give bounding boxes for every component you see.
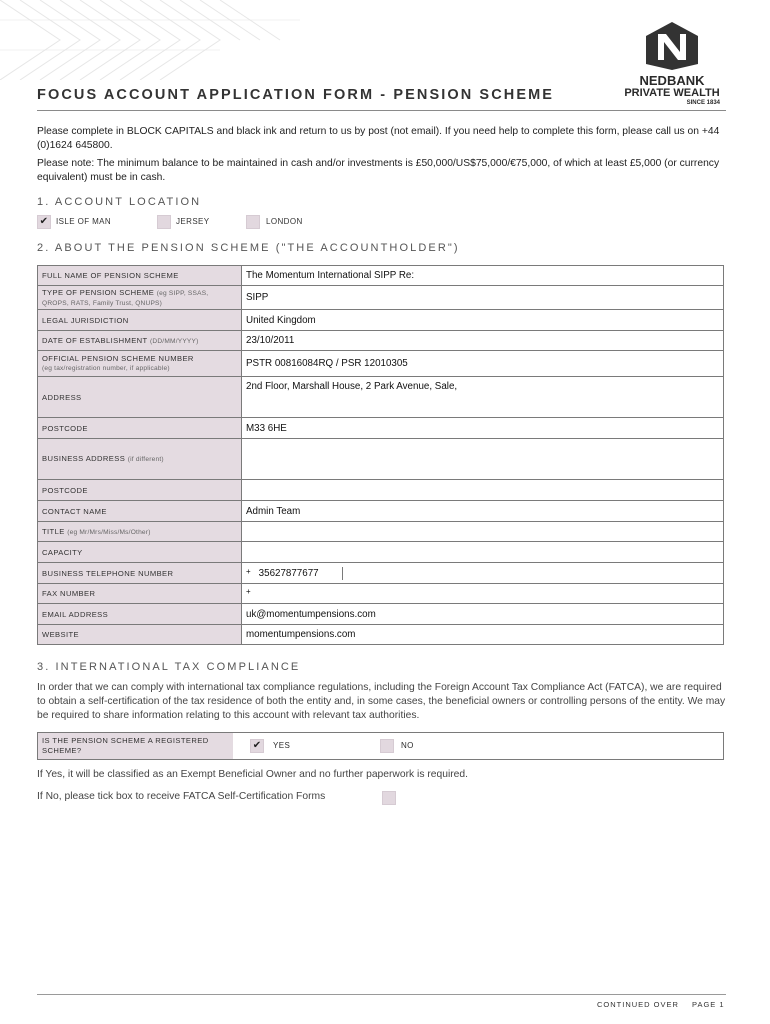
- scheme-type-label: [38, 286, 242, 310]
- field-label: EMAIL ADDRESS: [42, 609, 109, 619]
- header-divider: [37, 110, 726, 111]
- field-label: CAPACITY: [42, 547, 83, 557]
- section-3-heading: 3. INTERNATIONAL TAX COMPLIANCE: [37, 661, 301, 673]
- postcode-field[interactable]: M33 6HE: [242, 418, 724, 439]
- field-label: POSTCODE: [42, 423, 88, 433]
- capacity-field[interactable]: [242, 542, 724, 563]
- website-label: [38, 625, 242, 645]
- logo-subtitle: PRIVATE WEALTH: [624, 87, 720, 99]
- table-row: [38, 604, 724, 625]
- isle-of-man-checkbox[interactable]: ✔: [37, 215, 51, 229]
- section-1-heading: 1. ACCOUNT LOCATION: [37, 196, 202, 208]
- isle-of-man-label: ISLE OF MAN: [56, 217, 112, 226]
- nedbank-n-logo-icon: [644, 20, 700, 72]
- contact-name-label: [38, 501, 242, 522]
- intro-paragraph-1: Please complete in BLOCK CAPITALS and black ink and return to us by post (not email). If you need help to complete this form, please call us on +44 (0)1624 645800.: [37, 126, 720, 151]
- business-address-field[interactable]: [242, 439, 724, 480]
- telephone-value: 35627877677: [258, 567, 319, 579]
- date-of-establishment-field[interactable]: 23/10/2011: [242, 331, 724, 351]
- note-if-yes: If Yes, it will be classified as an Exempt Beneficial Owner and no further paperwork is required.: [37, 769, 468, 780]
- title-field[interactable]: [242, 522, 724, 542]
- field-label: TITLE: [42, 526, 65, 536]
- intro-paragraph-2: Please note: The minimum balance to be maintained in cash and/or investments is £50,000/US$75,000/€75,000, of which at least £5,000 (or currency equivalent) must be in cash.: [37, 158, 720, 183]
- fax-plus-prefix: +: [246, 587, 251, 596]
- full-name-label: [38, 266, 242, 286]
- table-row: [38, 501, 724, 522]
- page-title: FOCUS ACCOUNT APPLICATION FORM - PENSION SCHEME: [37, 87, 555, 103]
- table-row: [38, 418, 724, 439]
- telephone-label: [38, 563, 242, 584]
- field-hint: (if different): [127, 456, 164, 463]
- registered-yes-label: YES: [273, 741, 291, 750]
- field-label: LEGAL JURISDICTION: [42, 315, 129, 325]
- fatca-forms-checkbox[interactable]: [382, 791, 396, 805]
- table-row: [38, 522, 724, 542]
- registered-no-label: NO: [401, 741, 414, 750]
- table-row: [38, 266, 724, 286]
- registered-scheme-row: [37, 732, 724, 760]
- continued-over-label: CONTINUED OVER: [597, 1000, 679, 1009]
- email-label: [38, 604, 242, 625]
- corner-pattern-graphic: [0, 0, 300, 80]
- date-of-establishment-label: [38, 331, 242, 351]
- field-label: CONTACT NAME: [42, 506, 107, 516]
- registered-yes-checkbox[interactable]: ✔: [250, 739, 264, 753]
- address-field[interactable]: 2nd Floor, Marshall House, 2 Park Avenue, Sale,: [242, 377, 724, 418]
- postcode-label: [38, 418, 242, 439]
- pension-scheme-details-table: [37, 265, 724, 645]
- field-label: BUSINESS ADDRESS: [42, 454, 126, 463]
- table-row: [38, 625, 724, 645]
- table-row: [38, 331, 724, 351]
- telephone-divider: [342, 567, 343, 580]
- address-label: [38, 377, 242, 418]
- scheme-type-field[interactable]: SIPP: [242, 286, 724, 310]
- email-field[interactable]: uk@momentumpensions.com: [242, 604, 724, 625]
- table-row: [38, 584, 724, 604]
- table-row: [38, 542, 724, 563]
- london-checkbox[interactable]: [246, 215, 260, 229]
- table-row: [38, 310, 724, 331]
- field-label: OFFICIAL PENSION SCHEME NUMBER: [42, 354, 194, 363]
- table-row: [38, 377, 724, 418]
- field-hint: (eg SIPP, SSAS, QROPS, RATS, Family Trust, QNUPS): [42, 289, 209, 307]
- footer-divider: [37, 994, 726, 995]
- page-number: PAGE 1: [692, 1000, 725, 1009]
- table-row: [38, 480, 724, 501]
- logo-since: SINCE 1834: [686, 100, 720, 106]
- full-name-field[interactable]: The Momentum International SIPP Re:: [242, 266, 724, 286]
- legal-jurisdiction-label: [38, 310, 242, 331]
- fax-label: [38, 584, 242, 604]
- capacity-label: [38, 542, 242, 563]
- business-postcode-field[interactable]: [242, 480, 724, 501]
- field-label: FAX NUMBER: [42, 589, 96, 598]
- tax-compliance-paragraph: In order that we can comply with international tax compliance regulations, including the Foreign Account Tax Compliance Act (FATCA), we are required to obtain a self-certification of the tax residence of both the entity and, in some cases, the beneficial owners or controlling persons of the entity. We may be required to share information relating to this account with relevant tax authorities.: [37, 682, 726, 721]
- fax-field[interactable]: [242, 584, 724, 604]
- legal-jurisdiction-field[interactable]: United Kingdom: [242, 310, 724, 331]
- account-location-options: [37, 215, 537, 229]
- registered-scheme-label: IS THE PENSION SCHEME A REGISTERED SCHEME?: [38, 733, 233, 759]
- table-row: [38, 351, 724, 377]
- scheme-number-label: [38, 351, 242, 377]
- telephone-plus-prefix: +: [246, 566, 251, 576]
- field-label: BUSINESS TELEPHONE NUMBER: [42, 568, 174, 578]
- nedbank-logo: [618, 20, 726, 107]
- field-label: TYPE OF PENSION SCHEME: [42, 287, 155, 297]
- contact-name-field[interactable]: Admin Team: [242, 501, 724, 522]
- table-row: [38, 439, 724, 480]
- title-label: [38, 522, 242, 542]
- field-label: FULL NAME OF PENSION SCHEME: [42, 271, 179, 280]
- business-address-label: [38, 439, 242, 480]
- field-label: DATE OF ESTABLISHMENT: [42, 335, 148, 345]
- telephone-field[interactable]: [242, 563, 724, 584]
- table-row: [38, 563, 724, 584]
- field-hint: (eg Mr/Mrs/Miss/Ms/Other): [67, 528, 151, 536]
- business-postcode-label: [38, 480, 242, 501]
- field-label: WEBSITE: [42, 630, 79, 639]
- scheme-number-field[interactable]: PSTR 00816084RQ / PSR 12010305: [242, 351, 724, 377]
- field-label: POSTCODE: [42, 485, 88, 495]
- field-hint: (eg tax/registration number, if applicable): [42, 365, 170, 372]
- table-row: [38, 286, 724, 310]
- london-label: LONDON: [266, 217, 303, 226]
- jersey-label: JERSEY: [176, 217, 210, 226]
- note-if-no: If No, please tick box to receive FATCA Self-Certification Forms: [37, 791, 326, 802]
- field-hint: (DD/MM/YYYY): [149, 337, 199, 345]
- section-2-heading: 2. ABOUT THE PENSION SCHEME ("THE ACCOUNTHOLDER"): [37, 242, 460, 254]
- logo-name: NEDBANK: [639, 73, 705, 88]
- field-label: ADDRESS: [42, 392, 82, 402]
- telephone-field-group: [246, 568, 719, 579]
- website-field[interactable]: momentumpensions.com: [242, 625, 724, 645]
- registered-no-checkbox[interactable]: [380, 739, 394, 753]
- jersey-checkbox[interactable]: [157, 215, 171, 229]
